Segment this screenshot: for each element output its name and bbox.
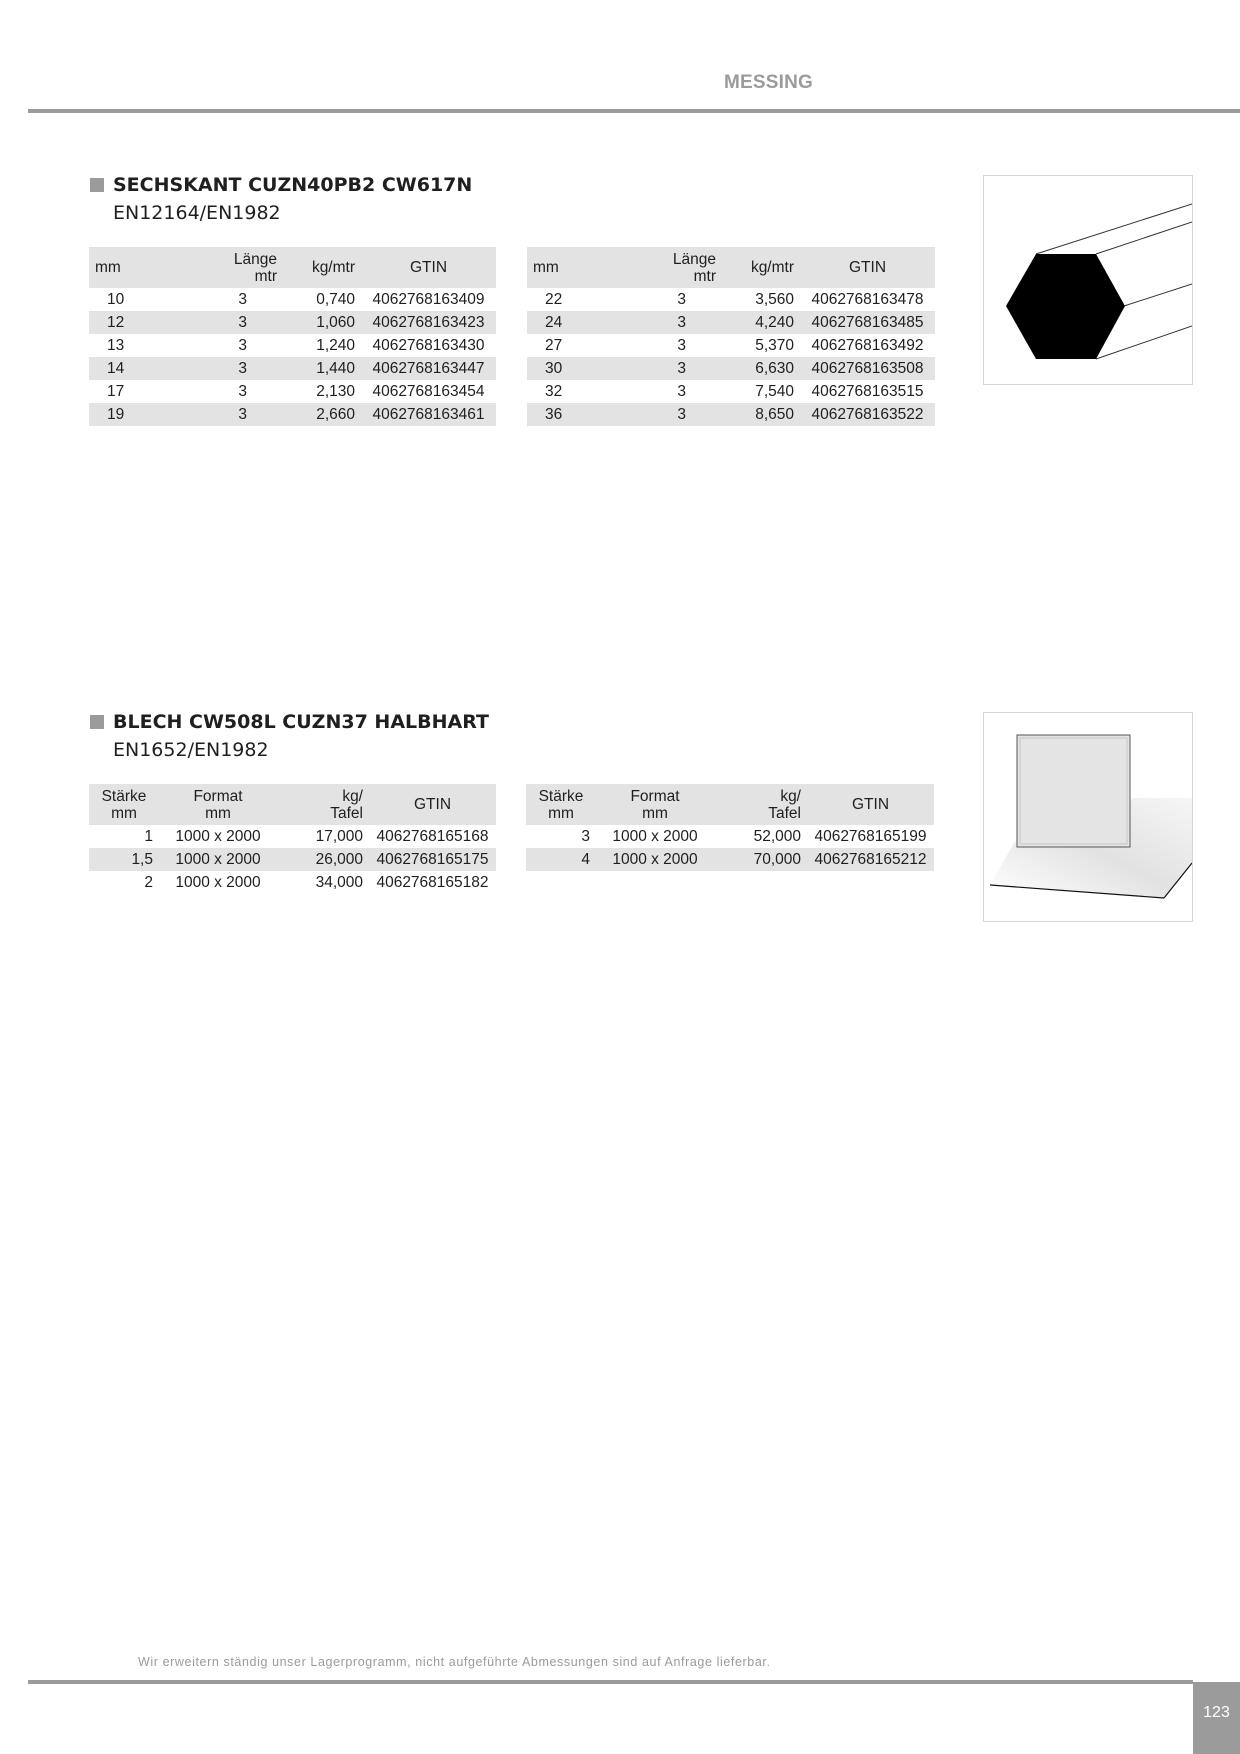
header-gtin: GTIN [800, 247, 935, 288]
header-rule [28, 109, 1240, 113]
cell-laenge: 3 [677, 337, 686, 354]
cell-gtin: 4062768163485 [800, 311, 935, 334]
square-bullet-icon [90, 178, 104, 192]
header-kg: kg/mtr [283, 247, 361, 288]
cell-mm: 30 [527, 357, 616, 380]
cell-staerke: 3 [581, 828, 590, 845]
cell-mm: 36 [527, 403, 616, 426]
cell-laenge: 3 [677, 291, 686, 308]
cell-gtin: 4062768163492 [811, 337, 924, 354]
cell-mm: 13 [107, 337, 125, 354]
cell-laenge: 3 [238, 337, 247, 354]
section2-table-left [89, 784, 496, 894]
cell-laenge: 3 [178, 403, 283, 426]
cell-mm: 12 [89, 311, 178, 334]
table-row [89, 825, 496, 848]
cell-kg: 1,240 [316, 337, 355, 354]
cell-gtin: 4062768165199 [814, 828, 927, 845]
cell-mm: 14 [89, 357, 178, 380]
header-format: Format mm [596, 784, 714, 825]
cell-laenge: 3 [616, 357, 722, 380]
table-row [89, 357, 496, 380]
cell-gtin: 4062768163478 [811, 291, 924, 308]
cell-mm: 17 [107, 383, 125, 400]
cell-mm: 24 [527, 311, 616, 334]
cell-laenge: 3 [238, 291, 247, 308]
table-row [527, 311, 935, 334]
square-bullet-icon [90, 715, 104, 729]
cell-gtin: 4062768165182 [376, 874, 489, 891]
cell-laenge: 3 [238, 383, 247, 400]
cell-laenge: 3 [178, 311, 283, 334]
cell-kg: 1,440 [283, 357, 361, 380]
footer-note: Wir erweitern ständig unser Lagerprogramm, nicht aufgeführte Abmessungen sind auf Anfrage lieferbar. [138, 1655, 771, 1669]
cell-staerke: 1 [144, 828, 153, 845]
cell-mm: 22 [545, 291, 563, 308]
cell-staerke: 4 [526, 848, 596, 871]
header-kg: kg/ Tafel [277, 784, 369, 825]
cell-gtin: 4062768163461 [361, 403, 496, 426]
cell-gtin: 4062768163515 [811, 383, 924, 400]
table-row [89, 403, 496, 426]
cell-kg: 70,000 [714, 848, 807, 871]
table-header-row [89, 784, 496, 825]
cell-kg: 34,000 [315, 874, 363, 891]
table-row [527, 403, 935, 426]
table-row [89, 334, 496, 357]
cell-kg: 5,370 [755, 337, 794, 354]
header-kg: kg/ Tafel [714, 784, 807, 825]
section1-title [90, 174, 472, 196]
section1-subtitle: EN12164/EN1982 [113, 202, 281, 224]
cell-kg: 0,740 [316, 291, 355, 308]
table-row [89, 311, 496, 334]
cell-laenge: 3 [616, 403, 722, 426]
cell-kg: 52,000 [753, 828, 801, 845]
page-number: 123 [1203, 1704, 1230, 1721]
section2-title-text: BLECH CW508L CUZN37 HALBHART [113, 711, 489, 733]
cell-format: 1000 x 2000 [175, 874, 261, 891]
section2-subtitle: EN1652/EN1982 [113, 739, 269, 761]
cell-staerke: 2 [144, 874, 153, 891]
cell-kg: 26,000 [277, 848, 369, 871]
header-mm: mm [89, 247, 178, 288]
cell-gtin: 4062768163454 [372, 383, 485, 400]
metal-sheet-icon [984, 713, 1192, 921]
cell-mm: 10 [107, 291, 125, 308]
header-gtin: GTIN [369, 784, 496, 825]
cell-gtin: 4062768165212 [807, 848, 934, 871]
table-row [89, 848, 496, 871]
cell-gtin: 4062768165168 [376, 828, 489, 845]
cell-gtin: 4062768163522 [800, 403, 935, 426]
table-row [527, 357, 935, 380]
table-row [527, 288, 935, 311]
cell-format: 1000 x 2000 [596, 848, 714, 871]
cell-laenge: 3 [677, 383, 686, 400]
cell-gtin: 4062768165175 [369, 848, 496, 871]
cell-laenge: 3 [616, 311, 722, 334]
hexagon-bar-icon [984, 176, 1192, 384]
header-laenge: Länge mtr [178, 247, 283, 288]
cell-gtin: 4062768163423 [361, 311, 496, 334]
header-staerke: Stärke mm [89, 784, 159, 825]
cell-format: 1000 x 2000 [612, 828, 698, 845]
hexagon-bar-image [983, 175, 1193, 385]
section2-title [90, 711, 489, 733]
table-row [89, 288, 496, 311]
cell-kg: 1,060 [283, 311, 361, 334]
page-header-title: MESSING [724, 72, 814, 93]
metal-sheet-image [983, 712, 1193, 922]
cell-kg: 17,000 [315, 828, 363, 845]
cell-mm: 19 [89, 403, 178, 426]
cell-kg: 6,630 [722, 357, 800, 380]
cell-format: 1000 x 2000 [175, 828, 261, 845]
table-row [527, 334, 935, 357]
cell-gtin: 4062768163447 [361, 357, 496, 380]
header-kg: kg/mtr [722, 247, 800, 288]
header-mm: mm [527, 247, 616, 288]
page-number-badge [1193, 1682, 1240, 1754]
cell-mm: 27 [545, 337, 563, 354]
cell-kg: 2,660 [283, 403, 361, 426]
table-header-row [89, 247, 496, 288]
header-laenge: Länge mtr [616, 247, 722, 288]
section1-table-right [527, 247, 935, 426]
cell-kg: 4,240 [722, 311, 800, 334]
section1-title-text: SECHSKANT CUZN40PB2 CW617N [113, 174, 473, 196]
header-staerke: Stärke mm [526, 784, 596, 825]
table-row [526, 825, 934, 848]
footer-rule [28, 1680, 1193, 1684]
header-format: Format mm [159, 784, 277, 825]
cell-laenge: 3 [178, 357, 283, 380]
header-gtin: GTIN [361, 247, 496, 288]
cell-kg: 8,650 [722, 403, 800, 426]
cell-mm: 32 [545, 383, 563, 400]
table-row [89, 380, 496, 403]
cell-format: 1000 x 2000 [159, 848, 277, 871]
cell-kg: 7,540 [755, 383, 794, 400]
cell-gtin: 4062768163409 [372, 291, 485, 308]
cell-kg: 2,130 [316, 383, 355, 400]
cell-gtin: 4062768163508 [800, 357, 935, 380]
cell-gtin: 4062768163430 [372, 337, 485, 354]
cell-staerke: 1,5 [89, 848, 159, 871]
section1-table-left [89, 247, 496, 426]
cell-kg: 3,560 [755, 291, 794, 308]
table-row [526, 848, 934, 871]
header-gtin: GTIN [807, 784, 934, 825]
table-row [527, 380, 935, 403]
table-header-row [526, 784, 934, 825]
table-header-row [527, 247, 935, 288]
section2-table-right [526, 784, 934, 871]
table-row [89, 871, 496, 894]
